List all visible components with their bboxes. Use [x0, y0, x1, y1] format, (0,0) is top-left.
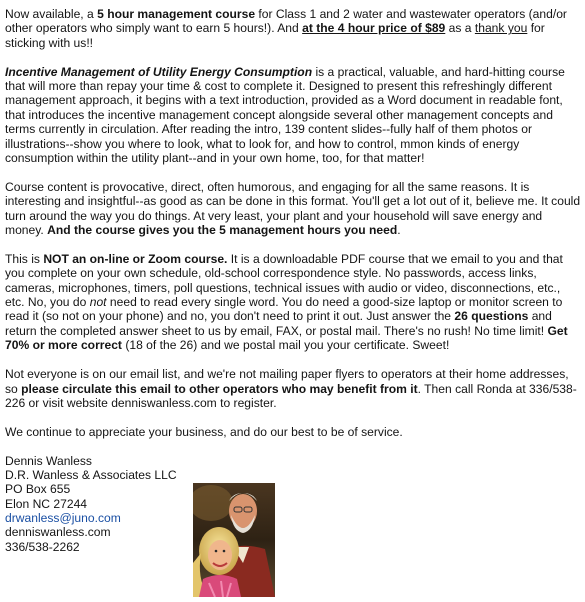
text: Not everyone is on our email list, and we're not mailing paper flyers to operators at their home addresses, so: [5, 367, 569, 396]
signature-name: Dennis Wanless: [5, 453, 92, 468]
signature-block: [5, 454, 583, 555]
signature-city: Elon NC 27244: [5, 496, 88, 511]
text: This is: [5, 251, 44, 266]
hours-bold: And the course gives you the 5 management hours you need: [47, 223, 398, 238]
not-online-bold: NOT an on-line or Zoom course.: [43, 251, 228, 266]
text: is a practical, valuable, and hard-hitting course that will more than repay your time & cost to complete it. Designed to present this refreshingly different management approach, it begins with a text introduction, provided as a Word document in readable font, that introduces the incentive management concept alongside several other management concepts and terms currently in circulation. After reading the intro, 139 content slides--fully half of them photos or illustrations--show you where to look, what to look for, and how to control, mmon kinds of energy consumption within the utility plant--and in your own home, too, for that matter!: [5, 64, 565, 166]
course-content-paragraph: [5, 180, 583, 238]
questions-bold: 26 questions: [454, 309, 529, 324]
text: We continue to appreciate your business, and do our best to be of service.: [5, 424, 403, 439]
price-bold-underlined: at the 4 hour price of $89: [302, 21, 446, 36]
thank-you-underlined: thank you: [474, 21, 528, 36]
pass-score-bold: Get 70% or more correct: [5, 323, 568, 353]
text: need to read every single word. You do need a good-size laptop or monitor screen to read it (so not on your phone) and no, you don't need to print it out. Just answer the: [5, 295, 563, 324]
text: (18 of the 26) and we postal mail you your certificate. Sweet!: [121, 338, 450, 353]
signature-company: D.R. Wanless & Associates LLC: [5, 467, 177, 482]
text: . Then call Ronda at 336/538-226 or visit website denniswanless.com to register.: [5, 381, 577, 410]
circulate-bold: please circulate this email to other operators who may benefit from it: [21, 381, 418, 396]
signature-phone: 336/538-2262: [5, 539, 80, 554]
course-description-paragraph: [5, 65, 583, 166]
text: .: [397, 223, 401, 238]
text: and return the completed answer sheet to us by email, FAX, or postal mail. There's no rush! No time limit!: [5, 309, 552, 338]
text: for sticking with us!!: [5, 21, 545, 50]
text: for Class 1 and 2 water and wastewater operators (and/or other operators who simply want to earn 5 hours!). And: [5, 7, 567, 36]
text: as a: [445, 21, 475, 36]
text: Course content is provocative, direct, often humorous, and engaging for all the same reasons. It is interesting and insightful--as good as can be done in this format. You'll get a lot out of it, believe me. It could turn around the way you do things. At very least, your plant and your household will save energy and money.: [5, 179, 581, 238]
course-length-bold: 5 hour management course: [97, 7, 256, 21]
signature-email-link[interactable]: drwanless@juno.com: [5, 511, 121, 526]
circulate-paragraph: [5, 367, 583, 410]
portrait-photo: [193, 483, 275, 597]
signature-po-box: PO Box 655: [5, 482, 71, 497]
announcement-paragraph: [5, 7, 583, 50]
signature-website: denniswanless.com: [5, 525, 111, 540]
not-italic: not: [89, 295, 107, 310]
closing-paragraph: [5, 425, 583, 439]
text: It is a downloadable PDF course that we email to you and that you complete on your own schedule, old-school correspondence style. No passwords, access links, cameras, microphones, timers, poll questions, technical issues with audio or video, disconnections, etc., etc. No, you do: [5, 251, 563, 310]
text: Now available, a: [5, 7, 98, 21]
email-body: [5, 7, 583, 554]
course-title: Incentive Management of Utility Energy Consumption: [5, 64, 313, 79]
course-format-paragraph: [5, 252, 583, 353]
